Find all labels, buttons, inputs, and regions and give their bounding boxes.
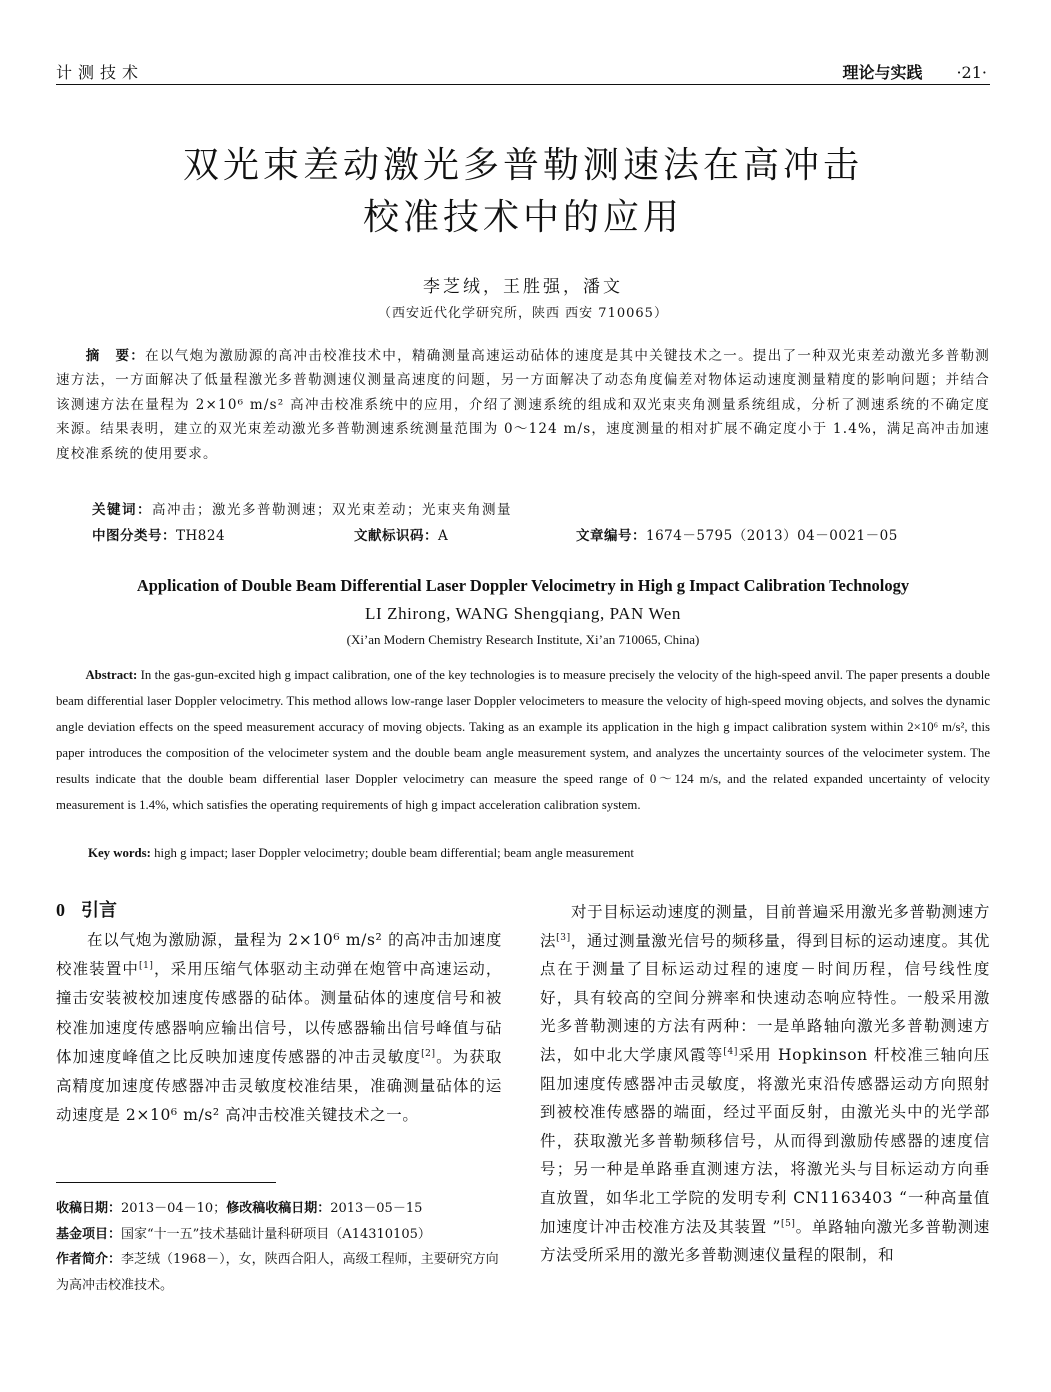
funding-label: 基金项目： <box>56 1226 122 1242</box>
citation: [1] <box>138 961 154 972</box>
paper-title-cn <box>56 140 990 244</box>
citation: [4] <box>723 1046 738 1057</box>
paper-title-en: Application of Double Beam Differential Laser Doppler Velocimetry in High g Impact Calibration Technology <box>136 576 910 595</box>
document-code <box>354 524 448 544</box>
clc-value: TH824 <box>176 528 226 544</box>
keywords-en-label: Key words: <box>88 846 151 860</box>
authors-en: LI Zhirong, WANG Shengqiang, PAN Wen <box>365 604 681 623</box>
art-value: 1674－5795（2013）04－0021－05 <box>646 528 898 544</box>
intro-paragraph <box>56 926 502 1130</box>
citation: [5] <box>781 1218 796 1229</box>
intro-text-3: 。为获取高精度加速度传感器冲击灵敏度校准结果，准确测量砧体的运动速度是 2×10⁶ m/s² 高冲击校准关键技术之一。 <box>56 1047 502 1125</box>
citation: [3] <box>556 932 571 943</box>
journal-name: 计测技术 <box>56 63 145 82</box>
revised-value: 2013－05－15 <box>330 1201 423 1216</box>
body-text-1: 对于目标运动速度的测量，目前普遍采用激光多普勒测速方法 <box>540 903 990 950</box>
abstract-en-text: In the gas-gun-excited high g impact calibration, one of the key technologies is to measure precisely the velocity of the high-speed anvil. The paper presents a double beam differential laser Doppler velocimetry. This method allows low-range laser Doppler velocimeters to measure the velocity of high-speed moving objects, and solves the dynamic angle deviation effects on the speed measurement accuracy of moving objects. Taking as an example its application in the high g impact calibration system within 2×10⁶ m/s², this paper introduces the composition of the velocimeter system and the double beam angle measurement system, and analyzes the uncertainty sources of the velocimeter system. The results indicate that the double beam differential laser Doppler velocimetry can measure the speed range of 0～124 m/s, and the related expanded uncertainty of velocity measurement is 1.4%, which satisfies the operating requirements of high g impact acceleration calibration system. <box>56 668 990 812</box>
affiliation-cn: （西安近代化学研究所，陕西 西安 710065） <box>378 306 668 321</box>
keywords-en <box>88 846 634 861</box>
body-paragraph <box>540 898 990 1270</box>
body-text-2: ，通过测量激光信号的频移量，得到目标的运动速度。其优点在于测量了目标运动过程的速度－时间历程，信号线性度好，具有较高的空间分辨率和快速动态响应特性。一般采用激光多普勒测速的方法有两种：一是单路轴向激光多普勒测速方法，如中北大学康风霞等 <box>540 931 990 1064</box>
title-line-2: 校准技术中的应用 <box>362 197 683 238</box>
author-value: 李芝绒（1968－），女，陕西合阳人，高级工程师，主要研究方向为高冲击校准技术。 <box>56 1252 499 1293</box>
section-number: 0 <box>56 900 65 920</box>
footnote <box>56 1196 506 1298</box>
clc-number <box>92 524 225 544</box>
intro-text-2: ，采用压缩气体驱动主动弹在炮管中高速运动，撞击安装被校加速度传感器的砧体。测量砧体的速度信号和被校准加速度传感器响应输出信号，以传感器输出信号峰值与砧体加速度峰值之比反映加速度传感器的冲击灵敏度 <box>56 960 502 1066</box>
received-value: 2013－04－10； <box>121 1201 227 1216</box>
received-label: 收稿日期： <box>56 1201 122 1216</box>
column-name: 理论与实践 <box>842 63 923 82</box>
citation: [2] <box>421 1048 436 1059</box>
section-title: 引言 <box>81 900 117 921</box>
article-number <box>576 524 898 544</box>
art-label: 文章编号： <box>576 528 646 544</box>
section-heading <box>56 896 502 926</box>
clc-label: 中图分类号： <box>92 528 176 544</box>
body-text-3: 采用 Hopkinson 杆校准三轴向压阻加速度传感器冲击灵敏度，将激光束沿传感器运动方向照射到被校准传感器的端面，经过平面反射，由激光头中的光学部件，获取激光多普勒频移信号，从而得到激励传感器的速度信号；另一种是单路垂直测速方法，将激光头与目标运动方向垂直放置，如华北工学院的发明专利 CN1163403 “一种高量值加速度计冲击校准方法及其装置 ” <box>540 1045 990 1236</box>
funding-value: 国家“十一五”技术基础计量科研项目（A14310105） <box>121 1226 431 1242</box>
revised-label: 修改稿收稿日期： <box>226 1201 331 1216</box>
doc-label: 文献标识码： <box>354 528 438 544</box>
keywords-cn <box>92 498 512 518</box>
abstract-cn-label: 摘 要： <box>85 348 146 364</box>
keywords-en-text: high g impact; laser Doppler velocimetry; double beam differential; beam angle measurement <box>150 846 634 860</box>
affiliation-en: (Xi’an Modern Chemistry Research Institute, Xi’an 710065, China) <box>346 632 700 647</box>
footnote-rule <box>56 1182 276 1183</box>
authors-cn: 李芝绒，王胜强，潘文 <box>423 277 623 297</box>
abstract-cn <box>56 344 990 466</box>
abstract-en-label: Abstract: <box>85 668 138 682</box>
header-rule <box>56 84 990 85</box>
footnote-author <box>56 1247 506 1298</box>
title-line-1: 双光束差动激光多普勒测速法在高冲击 <box>182 145 863 186</box>
abstract-cn-text: 在以气炮为激励源的高冲击校准技术中，精确测量高速运动砧体的速度是其中关键技术之一。提出了一种双光束差动激光多普勒测速方法，一方面解决了低量程激光多普勒测速仪测量高速度的问题，另一方面解决了动态角度偏差对物体运动速度测量精度的影响问题；并结合该测速方法在量程为 2×10⁶ m/s² 高冲击校准系统中的应用，介绍了测速系统的组成和双光束夹角测量系统组成，分析了测速系统的不确定度来源。结果表明，建立的双光束差动激光多普勒测速系统测量范围为 0～124 m/s，速度测量的相对扩展不确定度小于 1.4%，满足高冲击加速度校准系统的使用要求。 <box>56 348 990 462</box>
author-label: 作者简介： <box>56 1252 122 1267</box>
abstract-en <box>56 662 990 818</box>
keywords-cn-text: 高冲击；激光多普勒测速；双光束差动；光束夹角测量 <box>152 502 512 518</box>
footnote-funding <box>56 1222 506 1248</box>
header-right <box>842 60 987 83</box>
keywords-cn-label: 关键词： <box>92 502 152 518</box>
doc-value: A <box>438 528 449 544</box>
right-column <box>540 898 990 1270</box>
intro-text-1: 在以气炮为激励源，量程为 2×10⁶ m/s² 的高冲击加速度校准装置中 <box>56 931 502 979</box>
body-text-4: 。单路轴向激光多普勒测速方法受所采用的激光多普勒测速仪量程的限制，和 <box>540 1217 990 1265</box>
footnote-dates <box>56 1196 506 1222</box>
left-column <box>56 896 502 1130</box>
page-number: ·21· <box>956 63 987 82</box>
